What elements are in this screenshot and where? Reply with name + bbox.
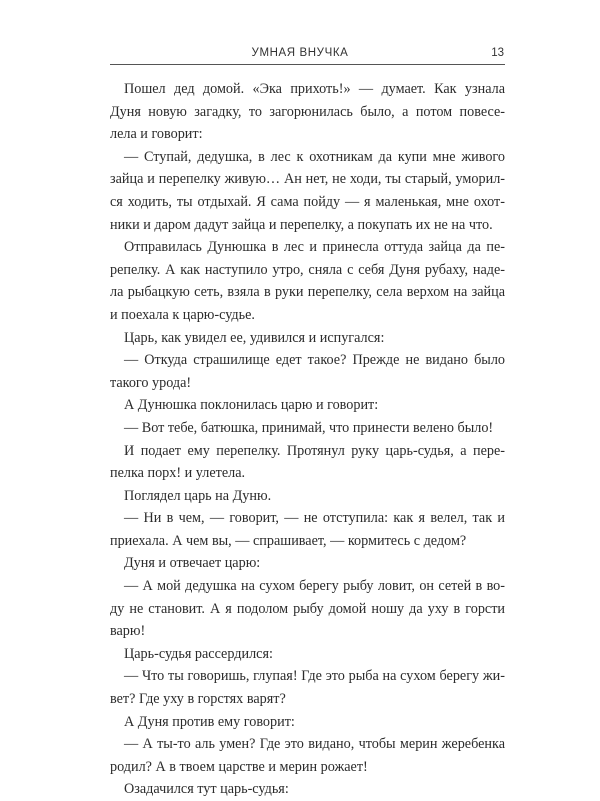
text-line: — Что ты говоришь, глупая! Где это рыба на сухом берегу жи- bbox=[124, 668, 505, 685]
text-line: такого урода! bbox=[110, 374, 192, 391]
text-line: Озадачился тут царь-судья: bbox=[124, 781, 289, 798]
text-line: — Вот тебе, батюшка, принимай, что принести велено было! bbox=[124, 419, 494, 436]
text-line: А Дуня против ему говорит: bbox=[124, 713, 295, 730]
text-line: родил? А в твоем царстве и мерин рожает! bbox=[110, 758, 368, 775]
text-line: А Дунюшка поклонилась царю и говорит: bbox=[124, 397, 379, 414]
text-line: и поехала к царю-судье. bbox=[110, 306, 255, 323]
text-line: Царь-судья рассердился: bbox=[124, 645, 273, 662]
text-line: ники и даром дадут зайца и перепелку, а покупать их не на что. bbox=[110, 216, 493, 233]
text-line: варю! bbox=[110, 623, 146, 640]
text-line: — А ты-то аль умен? Где это видано, чтобы мерин жеребенка bbox=[124, 736, 505, 753]
running-title: УМНАЯ ВНУЧКА bbox=[251, 47, 349, 59]
text-line: — Откуда страшилище едет такое? Прежде не видано было bbox=[124, 352, 505, 369]
text-line: — А мой дедушка на сухом берегу рыбу ловит, он сетей в во- bbox=[124, 578, 505, 595]
story-text bbox=[110, 78, 505, 801]
text-line: пелка порх! и улетела. bbox=[110, 465, 246, 482]
text-line: Дуня новую загадку, то загорюнилась было, а потом повесе- bbox=[110, 103, 505, 120]
text-line: ла рыбацкую сеть, взяла в руки перепелку, села верхом на зайца bbox=[110, 284, 505, 301]
text-line: лела и говорит: bbox=[110, 126, 203, 143]
text-line: Дуня и отвечает царю: bbox=[124, 555, 261, 572]
text-line: репелку. А как наступило утро, сняла с себя Дуня рубаху, наде- bbox=[110, 261, 505, 278]
text-line: Царь, как увидел ее, удивился и испугался: bbox=[124, 329, 385, 346]
text-line: — Ни в чем, — говорит, — не отступила: как я велел, так и bbox=[124, 510, 505, 527]
page-number: 13 bbox=[491, 47, 504, 59]
text-line: И подает ему перепелку. Протянул руку царь-судья, а пере- bbox=[124, 442, 505, 459]
text-line: приехала. А чем вы, — спрашивает, — кормитесь с дедом? bbox=[110, 532, 467, 549]
text-line: — Ступай, дедушка, в лес к охотникам да купи мне живого bbox=[124, 148, 505, 165]
text-line: вет? Где уху в горстях варят? bbox=[110, 691, 286, 708]
text-line: ду не становит. А я подолом рыбу домой ношу да уху в горсти bbox=[110, 600, 505, 617]
text-line: Отправилась Дунюшка в лес и принесла оттуда зайца да пе- bbox=[124, 239, 505, 256]
text-line: Поглядел царь на Дуню. bbox=[124, 487, 272, 504]
text-line: Пошел дед домой. «Эка прихоть!» — думает. Как узнала bbox=[124, 81, 505, 97]
text-line: зайца и перепелку живую… Ан нет, не ходи, ты старый, уморил- bbox=[110, 171, 505, 188]
text-line: ся ходить, ты отдыхай. Я сама пойду — я маленькая, мне охот- bbox=[110, 193, 505, 210]
header-rule bbox=[110, 64, 505, 65]
